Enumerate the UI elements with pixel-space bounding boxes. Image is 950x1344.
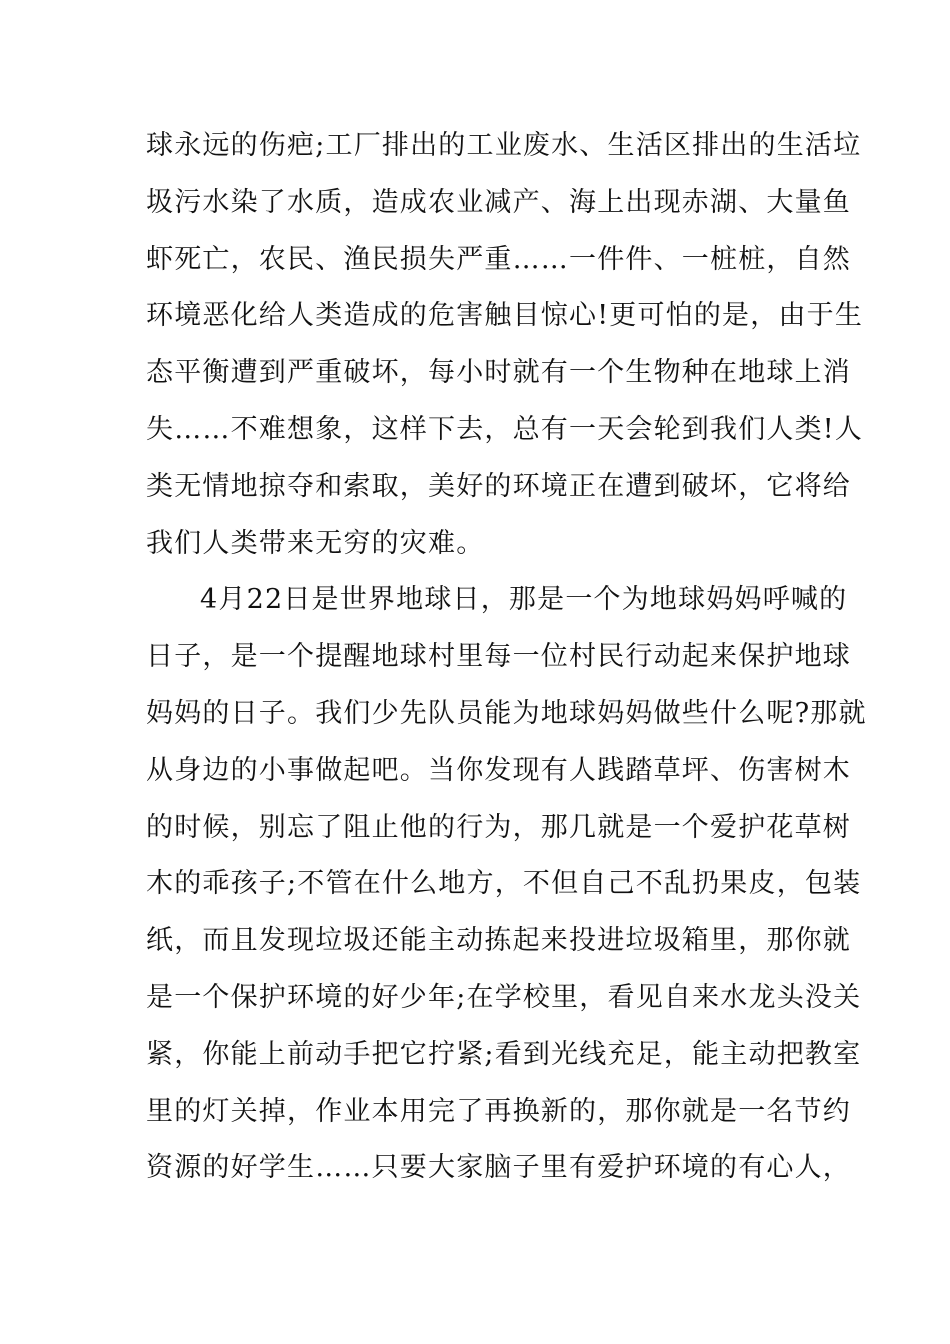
text-line: 里的灯关掉，作业本用完了再换新的，那你就是一名节约 xyxy=(146,1095,851,1127)
text-line: 的时候，别忘了阻止他的行为，那几就是一个爱护花草树 xyxy=(146,811,851,843)
text-line: 日子，是一个提醒地球村里每一位村民行动起来保护地球 xyxy=(146,641,851,673)
text-line-indented: 4月22日是世界地球日，那是一个为地球妈妈呼喊的 xyxy=(200,584,848,616)
text-line: 木的乖孩子;不管在什么地方，不但自己不乱扔果皮，包装 xyxy=(146,868,862,900)
text-line: 纸，而且发现垃圾还能主动拣起来投进垃圾箱里，那你就 xyxy=(146,925,851,957)
text-line: 态平衡遭到严重破坏，每小时就有一个生物种在地球上消 xyxy=(146,357,851,389)
text-line: 类无情地掠夺和索取，美好的环境正在遭到破坏，它将给 xyxy=(146,470,851,502)
text-line: 环境恶化给人类造成的危害触目惊心!更可怕的是，由于生 xyxy=(146,300,864,332)
text-line: 虾死亡，农民、渔民损失严重……一件件、一桩桩，自然 xyxy=(146,243,851,275)
text-line: 圾污水染了水质，造成农业减产、海上出现赤湖、大量鱼 xyxy=(146,186,851,218)
text-line: 紧，你能上前动手把它拧紧;看到光线充足，能主动把教室 xyxy=(146,1038,862,1070)
text-line: 资源的好学生……只要大家脑子里有爱护环境的有心人， xyxy=(146,1152,851,1184)
text-line: 失……不难想象，这样下去，总有一天会轮到我们人类!人 xyxy=(146,413,864,445)
text-line: 我们人类带来无穷的灾难。 xyxy=(146,527,485,559)
text-line: 从身边的小事做起吧。当你发现有人践踏草坪、伤害树木 xyxy=(146,754,851,786)
paragraph-1 xyxy=(146,118,864,572)
text-line: 是一个保护环境的好少年;在学校里，看见自来水龙头没关 xyxy=(146,981,862,1013)
text-line: 球永远的伤疤;工厂排出的工业废水、生活区排出的生活垃 xyxy=(146,130,862,161)
body-text xyxy=(146,118,867,1197)
text-line: 妈妈的日子。我们少先队员能为地球妈妈做些什么呢?那就 xyxy=(146,697,867,729)
paragraph-2 xyxy=(146,572,867,1197)
